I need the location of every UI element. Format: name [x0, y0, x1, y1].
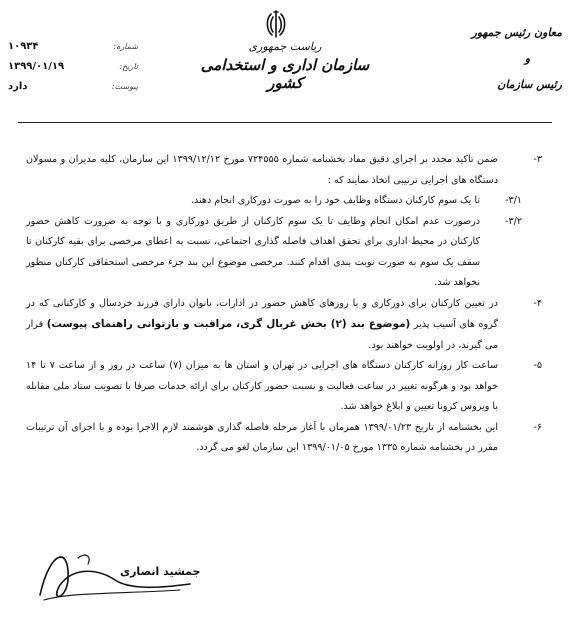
clause-number: ۶-	[533, 421, 542, 433]
org-header	[200, 40, 370, 92]
clause-text-after: قرار می گیرند، در اولویت خواهند بود.	[26, 319, 498, 351]
meta-number-row	[8, 36, 138, 56]
meta-attachment-value: دارد	[8, 80, 28, 92]
clause-3-1	[26, 191, 542, 212]
meta-date-value: ۱۳۹۹/۰۱/۱۹	[8, 60, 65, 72]
clause-text: ضمن تاکید مجدد بر اجرای دقیق مفاد بخشنامه شماره ۷۲۴۵۵۵ مورخ ۱۳۹۹/۱۲/۱۲ این سازمان، کلیه مدیران و مسولان دستگاه های اجرایی ترتیبی اتخاذ نمایند که :	[26, 154, 498, 186]
meta-number-value: ۱۰۹۳۴	[8, 40, 39, 52]
meta-attachment-label: پیوست:	[111, 81, 138, 91]
meta-date-label: تاریخ:	[119, 61, 138, 71]
iran-emblem-icon	[262, 8, 290, 40]
clause-text: این بخشنامه از تاریخ ۱۳۹۹/۰۱/۲۳ همزمان با آغاز مرحله فاصله گذاری هوشمند لازم الاجرا بوده و با اجرای آن ترتیبات مقرر در بخشنامه شماره ۱۳۳۵ مورخ ۱۳۹۹/۰۱/۰۵ این سازمان لغو می گردد.	[26, 421, 499, 453]
clause-number: ۵-	[533, 360, 542, 371]
signature-block	[30, 540, 230, 610]
meta-attachment-row	[8, 76, 138, 96]
clause-text-before: در تعیین کارکنان برای دورکاری و یا روزهای کاهش حضور در ادارات، بانوان دارای فرزند خردسال و کارکنانی که در گروه های آسیب پذیر	[26, 297, 498, 330]
header-divider	[18, 122, 552, 123]
clause-number: ۳/۱-	[504, 195, 522, 206]
meta-number-label: شماره:	[113, 41, 138, 51]
letter-body	[26, 150, 542, 459]
recipient-block	[452, 20, 562, 98]
clause-bold-reference: (موضوع بند (۲) بخش غربال گری، مراقبت و بازتوانی راهنمای پیوست)	[46, 318, 411, 330]
clause-6	[26, 418, 542, 459]
clause-number: ۳-	[533, 154, 542, 165]
letter-meta	[8, 36, 138, 96]
clause-text: تا یک سوم کارکنان دستگاه وظایف خود را به صورت دورکاری انجام دهند.	[190, 195, 480, 206]
signatory-name: جمشید انصاری	[120, 565, 201, 578]
recipient-line-1: معاون رئیس جمهور	[471, 26, 562, 39]
recipient-line-3: رئیس سازمان	[497, 78, 562, 91]
recipient-line-2: و	[524, 52, 530, 65]
org-top-line: ریاست جمهوری	[248, 40, 322, 53]
clause-4	[26, 294, 542, 357]
clause-text: درصورت عدم امکان انجام وظایف تا یک سوم کارکنان از طریق دورکاری و با توجه به ضرورت کاهش حضور کارکنان در محیط اداری برای تحقق اهداف فاصله گذاری اجتماعی، نسبت به اعطای مرخصی برای بقیه کارکنان تا سقف یک سوم به صورت نوبت بندی اقدام کنند. مرخصی موضوع این بند جزء مرخصی استحقاقی کارکنان منظور نخواهد شد.	[26, 215, 480, 288]
meta-date-row	[8, 56, 138, 76]
clause-number: ۴-	[533, 297, 542, 309]
clause-3-2	[26, 212, 542, 294]
clause-text: ساعت کار روزانه کارکنان دستگاه های اجرایی در تهران و استان ها به میزان (۷) ساعت در روز و از ساعت ۷ تا ۱۴ خواهد بود و هرگونه تغییر در ساعت فعالیت و نسبت حضور کارکنان برای ارائه خدمات صرفا با تصویب ستاد ملی مقابله با ویروس کرونا تعیین و ابلاغ خواهد شد.	[26, 360, 498, 412]
clause-3	[26, 150, 542, 191]
clause-5	[26, 356, 542, 418]
org-main-line: سازمان اداری و استخدامی کشور	[200, 56, 370, 92]
clause-number: ۳/۲-	[504, 215, 522, 227]
